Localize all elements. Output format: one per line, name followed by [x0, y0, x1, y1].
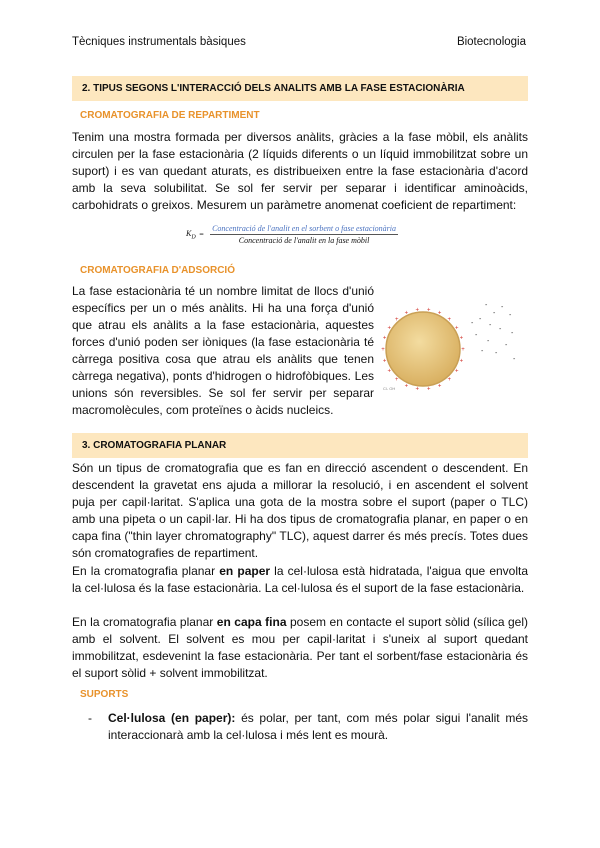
positive-charge: +	[415, 386, 420, 391]
positive-charge: +	[382, 335, 387, 342]
negative-ion: -	[487, 338, 490, 345]
positive-charge: +	[459, 335, 464, 342]
page-header	[72, 36, 526, 48]
header-course: Tècniques instrumentals bàsiques	[72, 36, 246, 48]
positive-charge: +	[437, 310, 442, 317]
positive-charge: +	[454, 368, 459, 375]
negative-ion: -	[471, 320, 474, 327]
formula-numerator: Concentració de l'analit en el sorbent o fase estacionària	[212, 224, 396, 233]
positive-charge: +	[459, 358, 464, 365]
section-3-title: 3. CROMATOGRAFIA PLANAR	[72, 433, 528, 458]
bullet-dash: -	[88, 711, 92, 725]
negative-ion: -	[475, 332, 478, 339]
negative-ion: -	[479, 316, 482, 323]
header-subject: Biotecnologia	[456, 36, 526, 48]
negative-ion: -	[493, 310, 496, 317]
positive-charge: +	[382, 358, 387, 365]
negative-ion: -	[481, 348, 484, 355]
partition-paragraph: Tenim una mostra formada per diversos anàlits, gràcies a la fase mòbil, els anàlits circulen per la fase estacionària (2 líquids diferents o un líquid immobilitzat sobre un suport) i es van quedant aturats, es distribueixen entre la fase estacionària d'acord amb la seva solubilitat. Se sol fer servir per separar i identificar aminoàcids, carbohidrats o greixos. Mesurem un paràmetre anomenat coeficient de repartiment:	[72, 130, 528, 212]
negative-ion: -	[489, 322, 492, 329]
positive-charge: +	[387, 368, 392, 375]
formula-equals: =	[198, 230, 205, 239]
positive-charge: +	[447, 377, 451, 384]
support-cellulose-term: Cel·lulosa (en paper):	[108, 711, 236, 725]
supports-heading: SUPORTS	[80, 689, 129, 700]
section-2-title: 2. TIPUS SEGONS L'INTERACCIÓ DELS ANALITS AMB LA FASE ESTACIONÀRIA	[72, 76, 528, 101]
positive-charge: +	[395, 316, 399, 323]
partition-coefficient-formula	[186, 224, 398, 245]
term-paper: en paper	[219, 564, 271, 578]
negative-ion: -	[505, 342, 508, 349]
stationary-bead	[386, 312, 460, 386]
negative-ion: -	[501, 304, 504, 311]
positive-charge: +	[381, 347, 385, 353]
negative-ion: -	[499, 326, 502, 333]
support-cellulose-text: és polar, per tant, com més polar sigui l'analit més interaccionarà amb la cel·lulosa i més lent es mourà.	[108, 711, 528, 742]
positive-charge: +	[447, 316, 451, 323]
term-thin-layer: en capa fina	[216, 615, 287, 629]
partition-heading: CROMATOGRAFIA DE REPARTIMENT	[80, 110, 260, 121]
formula-denominator: Concentració de l'analit en la fase mòbil	[238, 236, 370, 245]
positive-charge: +	[426, 386, 431, 391]
negative-ion: -	[513, 356, 516, 363]
charged-bead-illustration	[375, 295, 525, 391]
positive-charge: +	[387, 325, 392, 332]
formula-symbol: $K_D$	[186, 228, 196, 241]
tlc-paragraph: En la cromatografia planar en capa fina posem en contacte el suport sòlid (sílica gel) amb el solvent. El solvent es mou per capil·laritat i s'uneix al suport quedant immobilitzat, esdevenint la fase estacionària. Per tant el sorbent/fase estacionària és el suport sòlid + solvent immobilitzat.	[72, 615, 529, 680]
negative-ion: -	[509, 312, 512, 319]
paper-chromatography-paragraph: En la cromatografia planar en paper la cel·lulosa està hidratada, l'aigua que envolta la cel·lulosa és la fase estacionària. La cel·lulosa és el suport de la fase estacionària.	[72, 564, 529, 595]
positive-charge: +	[404, 383, 409, 390]
planar-intro-paragraph: Són un tipus de cromatografia que es fan en direcció ascendent o descendent. En descendent la gravetat ens ajuda a millorar la resolució, i en ascendent el solvent puja per capil·laritat. S'aplica una gota de la mostra sobre el suport (paper o TLC) amb una pipeta o un capil·lar. Hi ha dos tipus de cromatografia planar, en paper o en capa fina ("thin layer chromatography" TLC), aquest darrer és més precís. Totes dues són cromatografies de repartiment.	[72, 461, 528, 560]
positive-charge: +	[437, 383, 442, 390]
formula-fraction	[210, 224, 398, 245]
figure-label: Cl- OH	[383, 386, 396, 391]
positive-charge: +	[426, 307, 431, 314]
free-negative-ions	[471, 302, 516, 363]
positive-charge: +	[454, 325, 459, 332]
adsorption-bead-figure	[375, 295, 525, 396]
negative-ion: -	[495, 350, 498, 357]
adsorption-heading: CROMATOGRAFIA D'ADSORCIÓ	[80, 265, 235, 276]
positive-charge: +	[415, 307, 420, 314]
negative-ion: -	[511, 330, 514, 337]
positive-charge: +	[395, 377, 399, 384]
positive-charge: +	[461, 347, 465, 353]
adsorption-paragraph: La fase estacionària té un nombre limitat de llocs d'unió específics per un o més anàlits. Hi ha una força d'unió que atrau els anàlits a la fase estacionària, aquestes forces d'unió poden ser iòniques (la fase estacionària té càrrega positiva cosa que atrau els anàlits que tenen càrrega negativa), ponts d'hidrogen o hidrofòbiques. Les unions són reversibles. Se sol fer servir per separar macromolècules, com proteïnes o àcids nucleics.	[72, 284, 374, 417]
positive-charge: +	[404, 310, 409, 317]
negative-ion: -	[485, 302, 488, 309]
supports-list-item	[88, 710, 528, 744]
